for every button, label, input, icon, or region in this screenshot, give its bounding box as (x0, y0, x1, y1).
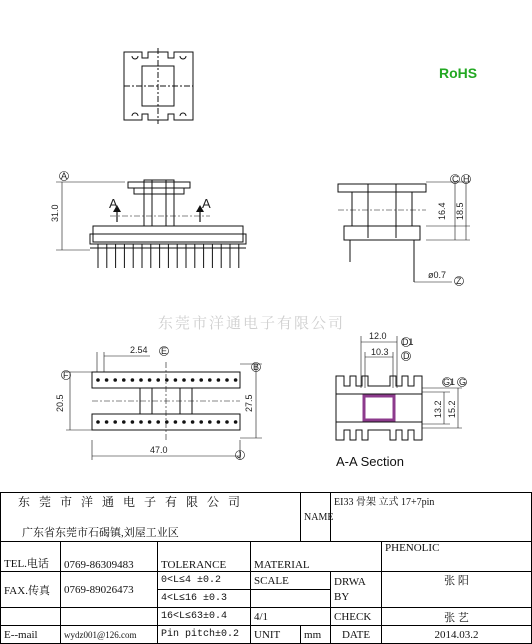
bottom-pin (208, 420, 212, 424)
date-value: 2014.03.2 (382, 626, 532, 644)
fax-value: 0769-89026473 (61, 572, 158, 608)
watermark-text: 东莞市洋通电子有限公司 (158, 314, 346, 332)
callout-a: A (61, 171, 68, 181)
section-title: A-A Section (336, 454, 404, 469)
check-value: 张 艺 (382, 608, 532, 626)
bottom-pin (191, 378, 195, 382)
callout-d: D (403, 351, 410, 361)
bottom-pin (131, 378, 135, 382)
fax-label: FAX.传真 (1, 572, 61, 608)
drawn-by-value: 张 阳 (382, 572, 532, 608)
bottom-pin (199, 420, 203, 424)
callout-h: H (463, 174, 470, 184)
section-core-hole (364, 396, 394, 420)
bottom-pin (174, 378, 178, 382)
dim-10-3: 10.3 (371, 347, 389, 357)
bottom-pin (122, 420, 126, 424)
material-value: PHENOLIC (382, 542, 532, 572)
bottom-pin (122, 378, 126, 382)
dim-47-0: 47.0 (150, 445, 168, 455)
name-label: NAME (301, 493, 331, 542)
top-view (124, 48, 193, 124)
date-label: DATE (331, 626, 382, 644)
dim-18-5: 18.5 (455, 202, 465, 220)
bottom-pin (199, 378, 203, 382)
bottom-pin (156, 420, 160, 424)
unit-value: mm (301, 626, 331, 644)
fax-spacer-2 (61, 608, 158, 626)
scale-empty (251, 590, 331, 608)
dim-2-54: 2.54 (130, 345, 148, 355)
dim-27-5: 27.5 (244, 394, 254, 412)
bottom-pin (105, 378, 109, 382)
bottom-pin (182, 378, 186, 382)
bottom-pin (139, 420, 143, 424)
bottom-pin (96, 378, 100, 382)
bottom-pin (225, 420, 229, 424)
bottom-pin (148, 378, 152, 382)
bottom-pin (234, 378, 238, 382)
company-address: 广东省东莞市石碣镇,刘屋工业区 (22, 527, 179, 539)
company-name: 东 莞 市 洋 通 电 子 有 限 公 司 (18, 495, 244, 509)
tolerance-line-4: Pin pitch±0.2 (158, 626, 251, 644)
tolerance-line-3: 16<L≤63±0.4 (158, 608, 251, 626)
check-label: CHECK (331, 608, 382, 626)
callout-j: J (237, 450, 242, 460)
bottom-pin (113, 420, 117, 424)
drawn-label-line-1: DRWA (334, 575, 366, 588)
dim-pin-dia: ø0.7 (428, 270, 447, 280)
fax-spacer (1, 608, 61, 626)
dim-12-0: 12.0 (369, 331, 387, 341)
callout-g1: G1 (443, 377, 456, 387)
name-value: EI33 骨架 立式 17+7pin (331, 493, 532, 542)
bottom-pin (105, 420, 109, 424)
tel-value: 0769-86309483 (61, 542, 158, 572)
unit-label: UNIT (251, 626, 301, 644)
bottom-pin (96, 420, 100, 424)
tolerance-line-2: 4<L≤16 ±0.3 (158, 590, 251, 608)
bottom-pin (165, 420, 169, 424)
email-value: wydz001@126.com (61, 626, 158, 644)
dim-15-2: 15.2 (447, 400, 457, 418)
tolerance-label: TOLERANCE (158, 542, 251, 572)
side-view (338, 182, 470, 282)
bottom-pin (174, 420, 178, 424)
company-cell (1, 493, 301, 542)
callout-b: B (253, 362, 260, 372)
bottom-pin (217, 420, 221, 424)
section-label-right: A (202, 196, 211, 211)
bottom-pin (182, 420, 186, 424)
bottom-pin (225, 378, 229, 382)
front-view (56, 180, 246, 250)
dim-20-5: 20.5 (55, 394, 65, 412)
section-label-left: A (109, 196, 118, 211)
bottom-pin (208, 378, 212, 382)
callout-f: F (63, 370, 69, 380)
bottom-view (66, 352, 262, 460)
bottom-pin (156, 378, 160, 382)
dim-31-0: 31.0 (50, 204, 60, 222)
bottom-pin (148, 420, 152, 424)
bottom-pin (131, 420, 135, 424)
drawn-by-label (331, 572, 382, 608)
tolerance-line-1: 0<L≤4 ±0.2 (158, 572, 251, 590)
bottom-pin (165, 378, 169, 382)
section-view (336, 336, 462, 440)
dim-16-4: 16.4 (437, 202, 447, 220)
callout-g: G (459, 377, 467, 387)
material-label: MATERIAL (251, 542, 382, 572)
title-block (0, 492, 531, 639)
dim-13-2: 13.2 (433, 400, 443, 418)
drawn-label-line-2: BY (334, 590, 350, 603)
rohs-label: RoHS (439, 65, 478, 81)
tel-label: TEL.电话 (1, 542, 61, 572)
email-label: E--mail (1, 626, 61, 644)
callout-c: C (452, 174, 459, 184)
bottom-pin (191, 420, 195, 424)
scale-value: 4/1 (251, 608, 331, 626)
scale-label: SCALE (251, 572, 331, 590)
bottom-pin (234, 420, 238, 424)
callout-z: Z (456, 276, 462, 286)
bottom-pin (217, 378, 221, 382)
callout-d1: D1 (402, 337, 414, 347)
callout-e: E (161, 346, 168, 356)
bottom-pin (139, 378, 143, 382)
bottom-pin (113, 378, 117, 382)
